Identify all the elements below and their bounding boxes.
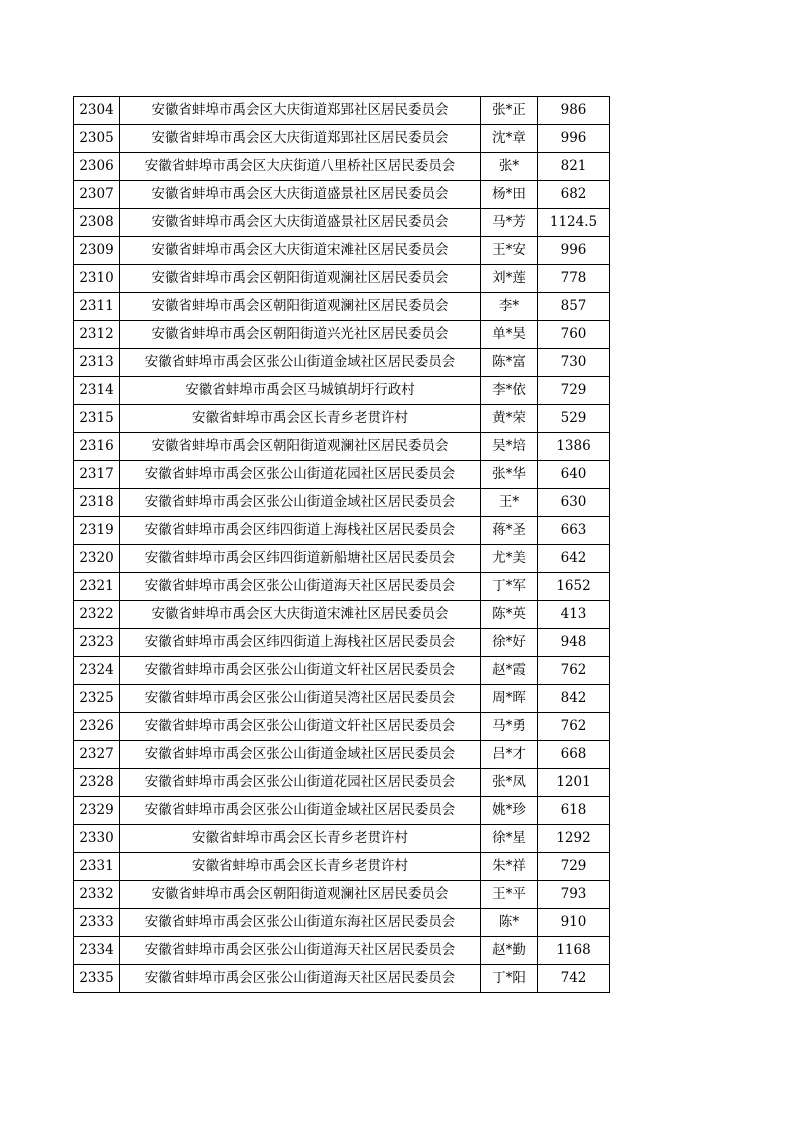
amount-cell: 529 xyxy=(538,405,610,433)
person-name-cell: 黄*荣 xyxy=(481,405,538,433)
person-name-cell: 周*晖 xyxy=(481,685,538,713)
amount-cell: 640 xyxy=(538,461,610,489)
person-name-cell: 姚*珍 xyxy=(481,797,538,825)
amount-cell: 668 xyxy=(538,741,610,769)
person-name-cell: 李* xyxy=(481,293,538,321)
person-name-cell: 赵*勤 xyxy=(481,937,538,965)
row-number-cell: 2313 xyxy=(74,349,120,377)
row-number-cell: 2307 xyxy=(74,181,120,209)
person-name-cell: 张*凤 xyxy=(481,769,538,797)
table-row xyxy=(74,685,610,713)
row-number-cell: 2305 xyxy=(74,125,120,153)
amount-cell: 1124.5 xyxy=(538,209,610,237)
amount-cell: 948 xyxy=(538,629,610,657)
row-number-cell: 2304 xyxy=(74,97,120,125)
row-number-cell: 2331 xyxy=(74,853,120,881)
address-cell: 安徽省蚌埠市禹会区长青乡老贯许村 xyxy=(120,853,481,881)
person-name-cell: 王*平 xyxy=(481,881,538,909)
address-cell: 安徽省蚌埠市禹会区大庆街道八里桥社区居民委员会 xyxy=(120,153,481,181)
row-number-cell: 2318 xyxy=(74,489,120,517)
row-number-cell: 2321 xyxy=(74,573,120,601)
amount-cell: 642 xyxy=(538,545,610,573)
address-cell: 安徽省蚌埠市禹会区朝阳街道兴光社区居民委员会 xyxy=(120,321,481,349)
address-cell: 安徽省蚌埠市禹会区张公山街道海天社区居民委员会 xyxy=(120,937,481,965)
row-number-cell: 2309 xyxy=(74,237,120,265)
address-cell: 安徽省蚌埠市禹会区大庆街道宋滩社区居民委员会 xyxy=(120,237,481,265)
person-name-cell: 王* xyxy=(481,489,538,517)
address-cell: 安徽省蚌埠市禹会区张公山街道东海社区居民委员会 xyxy=(120,909,481,937)
person-name-cell: 陈*英 xyxy=(481,601,538,629)
address-cell: 安徽省蚌埠市禹会区朝阳街道观澜社区居民委员会 xyxy=(120,433,481,461)
address-cell: 安徽省蚌埠市禹会区大庆街道郑郢社区居民委员会 xyxy=(120,97,481,125)
table-row xyxy=(74,433,610,461)
row-number-cell: 2328 xyxy=(74,769,120,797)
amount-cell: 682 xyxy=(538,181,610,209)
table-row xyxy=(74,377,610,405)
amount-cell: 996 xyxy=(538,125,610,153)
row-number-cell: 2308 xyxy=(74,209,120,237)
amount-cell: 742 xyxy=(538,965,610,993)
person-name-cell: 李*依 xyxy=(481,377,538,405)
amount-cell: 762 xyxy=(538,713,610,741)
person-name-cell: 徐*星 xyxy=(481,825,538,853)
person-name-cell: 刘*莲 xyxy=(481,265,538,293)
row-number-cell: 2319 xyxy=(74,517,120,545)
table-row xyxy=(74,153,610,181)
roster-table xyxy=(73,96,610,993)
table-row xyxy=(74,825,610,853)
row-number-cell: 2330 xyxy=(74,825,120,853)
person-name-cell: 马*芳 xyxy=(481,209,538,237)
address-cell: 安徽省蚌埠市禹会区朝阳街道观澜社区居民委员会 xyxy=(120,881,481,909)
amount-cell: 842 xyxy=(538,685,610,713)
amount-cell: 729 xyxy=(538,853,610,881)
row-number-cell: 2324 xyxy=(74,657,120,685)
person-name-cell: 沈*章 xyxy=(481,125,538,153)
address-cell: 安徽省蚌埠市禹会区张公山街道吴湾社区居民委员会 xyxy=(120,685,481,713)
address-cell: 安徽省蚌埠市禹会区朝阳街道观澜社区居民委员会 xyxy=(120,265,481,293)
table-row xyxy=(74,601,610,629)
address-cell: 安徽省蚌埠市禹会区大庆街道盛景社区居民委员会 xyxy=(120,181,481,209)
table-row xyxy=(74,629,610,657)
row-number-cell: 2333 xyxy=(74,909,120,937)
table-row xyxy=(74,517,610,545)
amount-cell: 1168 xyxy=(538,937,610,965)
address-cell: 安徽省蚌埠市禹会区纬四街道新船塘社区居民委员会 xyxy=(120,545,481,573)
address-cell: 安徽省蚌埠市禹会区张公山街道海天社区居民委员会 xyxy=(120,965,481,993)
row-number-cell: 2312 xyxy=(74,321,120,349)
amount-cell: 857 xyxy=(538,293,610,321)
table-row xyxy=(74,797,610,825)
person-name-cell: 丁*军 xyxy=(481,573,538,601)
amount-cell: 630 xyxy=(538,489,610,517)
person-name-cell: 陈* xyxy=(481,909,538,937)
table-row xyxy=(74,965,610,993)
row-number-cell: 2334 xyxy=(74,937,120,965)
table-row xyxy=(74,321,610,349)
person-name-cell: 王*安 xyxy=(481,237,538,265)
address-cell: 安徽省蚌埠市禹会区纬四街道上海栈社区居民委员会 xyxy=(120,517,481,545)
person-name-cell: 尤*美 xyxy=(481,545,538,573)
table-row xyxy=(74,209,610,237)
roster-table-body xyxy=(74,97,610,993)
person-name-cell: 张*正 xyxy=(481,97,538,125)
amount-cell: 1652 xyxy=(538,573,610,601)
address-cell: 安徽省蚌埠市禹会区张公山街道文轩社区居民委员会 xyxy=(120,657,481,685)
table-row xyxy=(74,265,610,293)
amount-cell: 618 xyxy=(538,797,610,825)
row-number-cell: 2332 xyxy=(74,881,120,909)
table-row xyxy=(74,853,610,881)
table-row xyxy=(74,97,610,125)
person-name-cell: 蒋*圣 xyxy=(481,517,538,545)
person-name-cell: 吕*才 xyxy=(481,741,538,769)
table-row xyxy=(74,573,610,601)
amount-cell: 762 xyxy=(538,657,610,685)
amount-cell: 1201 xyxy=(538,769,610,797)
amount-cell: 663 xyxy=(538,517,610,545)
table-row xyxy=(74,657,610,685)
person-name-cell: 赵*霞 xyxy=(481,657,538,685)
row-number-cell: 2311 xyxy=(74,293,120,321)
person-name-cell: 朱*祥 xyxy=(481,853,538,881)
table-row xyxy=(74,741,610,769)
person-name-cell: 马*勇 xyxy=(481,713,538,741)
row-number-cell: 2326 xyxy=(74,713,120,741)
table-row xyxy=(74,181,610,209)
row-number-cell: 2317 xyxy=(74,461,120,489)
row-number-cell: 2322 xyxy=(74,601,120,629)
address-cell: 安徽省蚌埠市禹会区长青乡老贯许村 xyxy=(120,825,481,853)
amount-cell: 793 xyxy=(538,881,610,909)
person-name-cell: 杨*田 xyxy=(481,181,538,209)
address-cell: 安徽省蚌埠市禹会区朝阳街道观澜社区居民委员会 xyxy=(120,293,481,321)
address-cell: 安徽省蚌埠市禹会区张公山街道金域社区居民委员会 xyxy=(120,741,481,769)
amount-cell: 821 xyxy=(538,153,610,181)
person-name-cell: 张* xyxy=(481,153,538,181)
address-cell: 安徽省蚌埠市禹会区张公山街道金域社区居民委员会 xyxy=(120,349,481,377)
person-name-cell: 陈*富 xyxy=(481,349,538,377)
table-row xyxy=(74,489,610,517)
amount-cell: 986 xyxy=(538,97,610,125)
address-cell: 安徽省蚌埠市禹会区张公山街道花园社区居民委员会 xyxy=(120,769,481,797)
amount-cell: 729 xyxy=(538,377,610,405)
person-name-cell: 徐*好 xyxy=(481,629,538,657)
row-number-cell: 2314 xyxy=(74,377,120,405)
amount-cell: 1386 xyxy=(538,433,610,461)
person-name-cell: 丁*阳 xyxy=(481,965,538,993)
person-name-cell: 单*昊 xyxy=(481,321,538,349)
row-number-cell: 2316 xyxy=(74,433,120,461)
row-number-cell: 2323 xyxy=(74,629,120,657)
table-row xyxy=(74,909,610,937)
amount-cell: 1292 xyxy=(538,825,610,853)
row-number-cell: 2327 xyxy=(74,741,120,769)
address-cell: 安徽省蚌埠市禹会区张公山街道金域社区居民委员会 xyxy=(120,489,481,517)
address-cell: 安徽省蚌埠市禹会区张公山街道金域社区居民委员会 xyxy=(120,797,481,825)
row-number-cell: 2325 xyxy=(74,685,120,713)
table-row xyxy=(74,545,610,573)
table-row xyxy=(74,405,610,433)
address-cell: 安徽省蚌埠市禹会区张公山街道文轩社区居民委员会 xyxy=(120,713,481,741)
amount-cell: 996 xyxy=(538,237,610,265)
table-row xyxy=(74,461,610,489)
row-number-cell: 2306 xyxy=(74,153,120,181)
table-row xyxy=(74,125,610,153)
table-row xyxy=(74,881,610,909)
address-cell: 安徽省蚌埠市禹会区大庆街道宋滩社区居民委员会 xyxy=(120,601,481,629)
amount-cell: 778 xyxy=(538,265,610,293)
row-number-cell: 2335 xyxy=(74,965,120,993)
address-cell: 安徽省蚌埠市禹会区张公山街道海天社区居民委员会 xyxy=(120,573,481,601)
table-row xyxy=(74,349,610,377)
amount-cell: 910 xyxy=(538,909,610,937)
amount-cell: 730 xyxy=(538,349,610,377)
address-cell: 安徽省蚌埠市禹会区马城镇胡圩行政村 xyxy=(120,377,481,405)
address-cell: 安徽省蚌埠市禹会区张公山街道花园社区居民委员会 xyxy=(120,461,481,489)
table-row xyxy=(74,937,610,965)
address-cell: 安徽省蚌埠市禹会区纬四街道上海栈社区居民委员会 xyxy=(120,629,481,657)
amount-cell: 760 xyxy=(538,321,610,349)
person-name-cell: 吴*培 xyxy=(481,433,538,461)
address-cell: 安徽省蚌埠市禹会区大庆街道盛景社区居民委员会 xyxy=(120,209,481,237)
address-cell: 安徽省蚌埠市禹会区大庆街道郑郢社区居民委员会 xyxy=(120,125,481,153)
person-name-cell: 张*华 xyxy=(481,461,538,489)
row-number-cell: 2315 xyxy=(74,405,120,433)
table-row xyxy=(74,293,610,321)
address-cell: 安徽省蚌埠市禹会区长青乡老贯许村 xyxy=(120,405,481,433)
amount-cell: 413 xyxy=(538,601,610,629)
row-number-cell: 2329 xyxy=(74,797,120,825)
row-number-cell: 2320 xyxy=(74,545,120,573)
table-row xyxy=(74,237,610,265)
table-row xyxy=(74,769,610,797)
row-number-cell: 2310 xyxy=(74,265,120,293)
table-row xyxy=(74,713,610,741)
